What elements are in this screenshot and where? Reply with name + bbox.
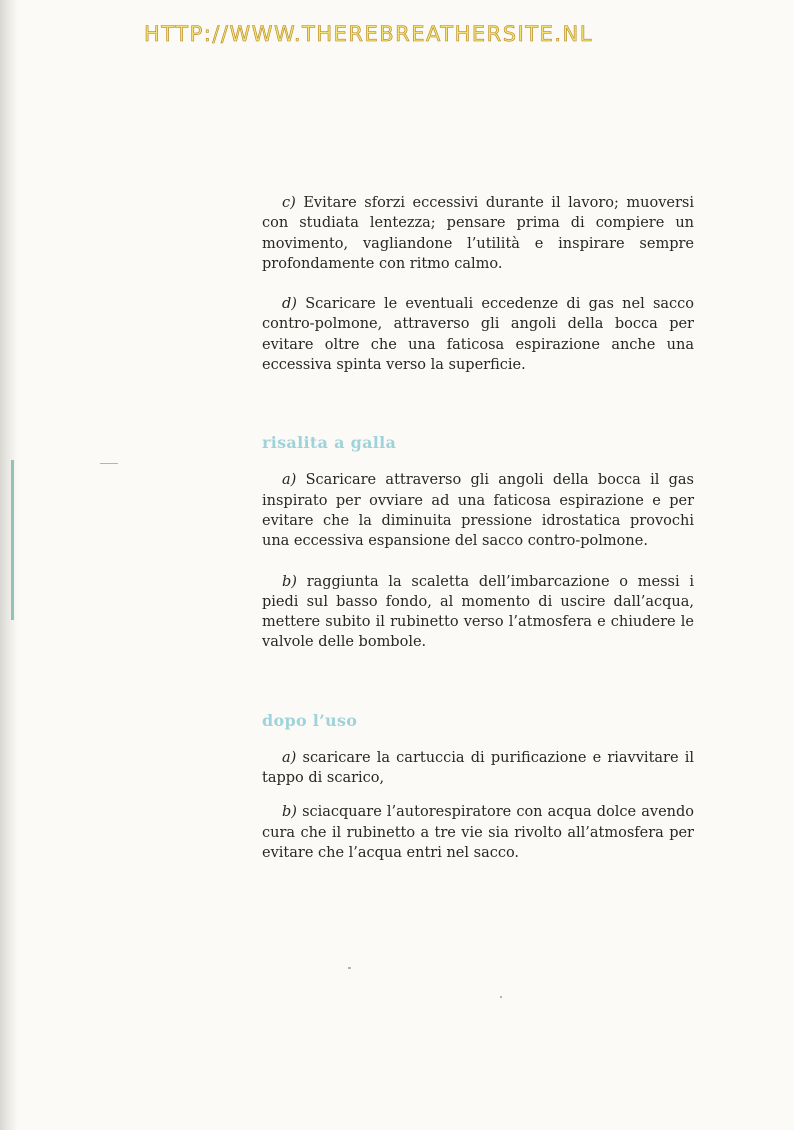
list-marker: a) [282,472,297,489]
paragraph-text: scaricare la cartuccia di purificazione e riavvitare il tappo di scarico, [262,749,694,787]
paragraph-a [262,470,694,551]
paragraph-text: Scaricare attraverso gli angoli della bocca il gas inspirato per ovviare ad una faticosa espirazione e per evitare che la diminuita pressione idrostatica provochi una eccessiva espansione del sacco contro-polmone. [262,472,694,550]
binding-stripe [11,460,14,620]
paper-speck [100,463,118,464]
paper-speck [348,967,351,969]
list-marker: d) [282,296,297,313]
list-marker: c) [282,195,296,211]
page-edge [0,0,18,1130]
paragraph-b [262,572,694,653]
paper-speck [500,996,502,998]
paragraph-d [262,294,694,375]
list-marker: a) [282,749,297,766]
list-marker: b) [282,573,297,590]
section-heading-dopo-uso: dopo l’uso [262,710,358,730]
paragraph-text: raggiunta la scaletta dell’imbarcazione o messi i piedi sul basso fondo, al momento di uscire dall’acqua, mettere subito il rubinetto verso l’atmosfera e chiudere le valvole delle bombole. [262,573,694,651]
section-heading-risalita: risalita a galla [262,433,397,453]
paragraph-a [262,748,694,789]
paragraph-text: sciacquare l’autorespiratore con acqua dolce avendo cura che il rubinetto a tre vie sia rivolto all’atmosfera per evitare che l’acqua entri nel sacco. [262,804,694,861]
list-marker: b) [282,804,297,821]
paragraph-text: Scaricare le eventuali eccedenze di gas nel sacco contro-polmone, attraverso gli angoli della bocca per evitare oltre che una faticosa espirazione anche una eccessiva spinta verso la superficie. [262,296,695,374]
paragraph-c [262,193,694,274]
paragraph-text: Evitare sforzi eccessivi durante il lavoro; muoversi con studiata lentezza; pensare prima di compiere un movimento, vagliandone l’utilità e inspirare sempre profondamente con ritmo calmo. [262,195,695,272]
paragraph-b [262,802,694,863]
watermark-url: HTTP://WWW.THEREBREATHERSITE.NL [144,22,593,46]
page-body [262,193,694,883]
